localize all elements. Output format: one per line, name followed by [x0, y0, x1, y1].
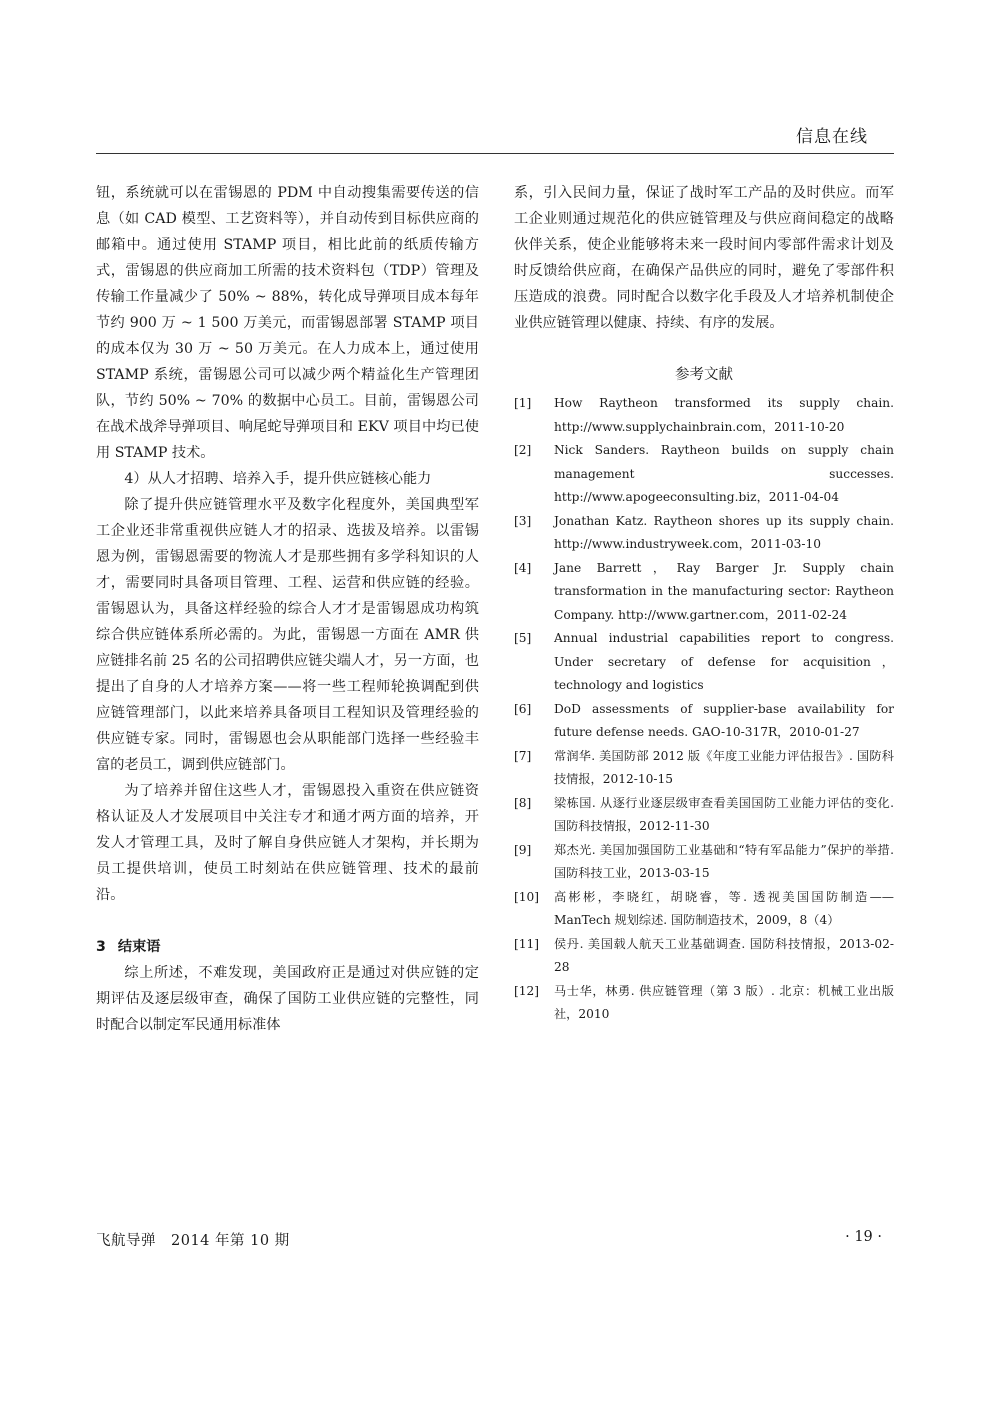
reference-number: [5] — [514, 631, 532, 645]
reference-item — [514, 557, 894, 628]
reference-text: 常润华. 美国防部 2012 版《年度工业能力评估报告》. 国防科技情报，2012-10-15 — [554, 748, 894, 786]
reference-number: [12] — [514, 983, 540, 998]
subheading-paragraph: 4）从人才招聘、培养入手，提升供应链核心能力 — [124, 471, 432, 487]
reference-text: 高彬彬，李晓红，胡晓睿，等. 透视美国国防制造——ManTech 规划综述. 国防制造技术，2009，8（4） — [554, 889, 894, 927]
reference-item — [514, 627, 894, 698]
reference-text: 郑杰光. 美国加强国防工业基础和“特有军品能力”保护的举措. 国防科技工业，2013-03-15 — [554, 842, 894, 880]
header-rule — [96, 153, 894, 154]
reference-text: Jonathan Katz. Raytheon shores up its supply chain. http://www.industryweek.com，2011-03-10 — [554, 513, 894, 551]
left-column — [96, 180, 479, 1038]
reference-number: [6] — [514, 701, 532, 716]
reference-item — [514, 933, 894, 980]
reference-text: How Raytheon transformed its supply chain. http://www.supplychainbrain.com，2011-10-20 — [554, 396, 894, 434]
section-number: 3 — [96, 939, 106, 955]
reference-number: [3] — [514, 513, 532, 528]
reference-item — [514, 392, 894, 439]
reference-number: [10] — [514, 889, 540, 904]
body-paragraph: 为了培养并留住这些人才，雷锡恩投入重资在供应链资格认证及人才发展项目中关注专才和通才两方面的培养，开发人才管理工具，及时了解自身供应链人才架构，并长期为员工提供培训，使员工时刻站在供应链管理、技术的最前沿。 — [96, 783, 479, 903]
page-number: · 19 · — [845, 1229, 882, 1245]
conclusion-paragraph: 综上所述，不难发现，美国政府正是通过对供应链的定期评估及逐层级审查，确保了国防工业供应链的完整性，同时配合以制定军民通用标准体 — [96, 965, 479, 1033]
reference-text: Jane Barrett，Ray Barger Jr. Supply chain transformation in the manufacturing sector: Raytheon Company. http://www.gartner.com，2011-02-24 — [554, 560, 894, 622]
reference-item — [514, 510, 894, 557]
reference-number: [4] — [514, 560, 532, 575]
reference-text: Annual industrial capabilities report to congress. Under secretary of defense for acquisition，technology and logistics — [554, 631, 894, 692]
reference-item — [514, 792, 894, 839]
reference-text: 梁栋国. 从逐行业逐层级审查看美国国防工业能力评估的变化. 国防科技情报，2012-11-30 — [554, 795, 894, 833]
right-column — [514, 180, 894, 1027]
reference-number: [11] — [514, 936, 540, 951]
references-title: 参考文献 — [675, 367, 733, 383]
reference-number: [9] — [514, 842, 532, 857]
reference-item — [514, 439, 894, 510]
section-heading — [96, 934, 479, 960]
reference-item — [514, 980, 894, 1027]
reference-number: [7] — [514, 748, 532, 763]
body-paragraph: 除了提升供应链管理水平及数字化程度外，美国典型军工企业还非常重视供应链人才的招录、选拔及培养。以雷锡恩为例，雷锡恩需要的物流人才是那些拥有多学科知识的人才，需要同时具备项目管理、工程、运营和供应链的经验。雷锡恩认为，具备这样经验的综合人才才是雷锡恩成功构筑综合供应链体系所必需的。为此，雷锡恩一方面在 AMR 供应链排名前 25 名的公司招聘供应链尖端人才，另一方面，也提出了自身的人才培养方案——将一些工程师轮换调配到供应链管理部门，以此来培养具备项目工程知识及管理经验的供应链专家。同时，雷锡恩也会从职能部门选择一些经验丰富的老员工，调到供应链部门。 — [96, 497, 479, 773]
section-title: 结束语 — [117, 939, 161, 955]
reference-item — [514, 886, 894, 933]
footer-journal-info: 飞航导弹 2014 年第 10 期 — [96, 1233, 290, 1249]
reference-number: [1] — [514, 396, 532, 410]
continuation-paragraph: 系，引入民间力量，保证了战时军工产品的及时供应。而军工企业则通过规范化的供应链管理及与供应商间稳定的战略伙伴关系，使企业能够将未来一段时间内零部件需求计划及时反馈给供应商，在确保产品供应的同时，避免了零部件积压造成的浪费。同时配合以数字化手段及人才培养机制使企业供应链管理以健康、持续、有序的发展。 — [514, 185, 894, 331]
reference-text: Nick Sanders. Raytheon builds on supply chain management successes. http://www.apogeeconsulting.biz，2011-04-04 — [554, 443, 894, 504]
running-header-title: 信息在线 — [796, 127, 868, 147]
reference-text: 侯丹. 美国载人航天工业基础调查. 国防科技情报，2013-02-28 — [554, 936, 894, 974]
body-paragraph: 钮，系统就可以在雷锡恩的 PDM 中自动搜集需要传送的信息（如 CAD 模型、工艺资料等），并自动传到目标供应商的邮箱中。通过使用 STAMP 项目，相比此前的纸质传输方式，雷锡恩的供应商加工所需的技术资料包（TDP）管理及传输工作量减少了 50% ~ 88%，转化成导弹项目成本每年节约 900 万 ~ 1 500 万美元，而雷锡恩部署 STAMP 项目的成本仅为 30 万 ~ 50 万美元。在人力成本上，通过使用 STAMP 系统，雷锡恩公司可以减少两个精益化生产管理团队，节约 50% ~ 70% 的数据中心员工。目前，雷锡恩公司在战术战斧导弹项目、响尾蛇导弹项目和 EKV 项目中均已使用 STAMP 技术。 — [96, 185, 479, 461]
reference-item — [514, 839, 894, 886]
reference-item — [514, 745, 894, 792]
reference-list — [514, 392, 894, 1027]
reference-item — [514, 698, 894, 745]
reference-text: 马士华，林勇. 供应链管理（第 3 版）. 北京：机械工业出版社，2010 — [554, 983, 894, 1021]
reference-number: [8] — [514, 795, 532, 810]
reference-number: [2] — [514, 443, 532, 457]
reference-text: DoD assessments of supplier-base availability for future defense needs. GAO-10-317R，2010-01-27 — [554, 701, 894, 739]
